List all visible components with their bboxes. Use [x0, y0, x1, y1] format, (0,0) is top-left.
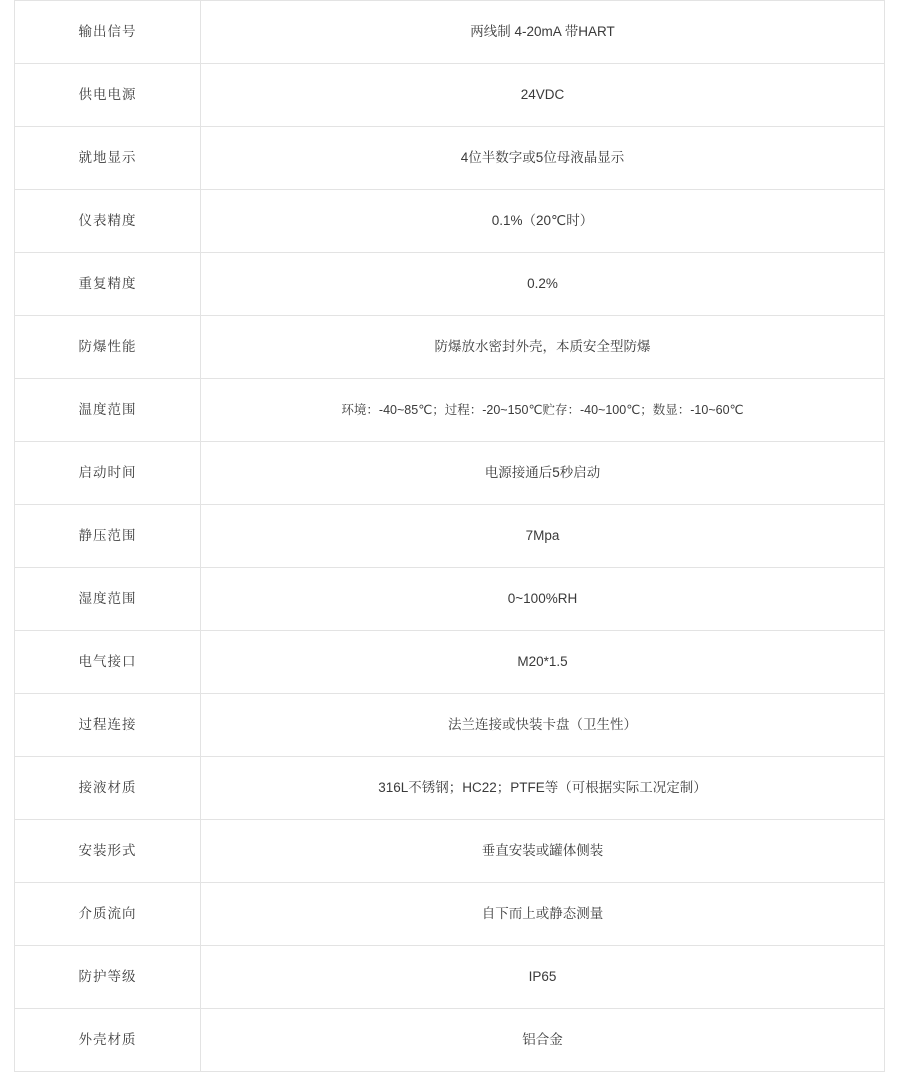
spec-value: 4位半数字或5位母液晶显示: [201, 127, 885, 190]
spec-label: 重复精度: [15, 253, 201, 316]
spec-value: 防爆放水密封外壳，本质安全型防爆: [201, 316, 885, 379]
spec-value: M20*1.5: [201, 631, 885, 694]
table-row: [15, 1009, 885, 1072]
spec-label: 防爆性能: [15, 316, 201, 379]
table-row: [15, 253, 885, 316]
spec-label: 启动时间: [15, 442, 201, 505]
spec-value: 垂直安装或罐体侧装: [201, 820, 885, 883]
table-row: [15, 631, 885, 694]
spec-label: 仪表精度: [15, 190, 201, 253]
spec-label: 介质流向: [15, 883, 201, 946]
spec-value: 两线制 4-20mA 带HART: [201, 1, 885, 64]
table-row: [15, 379, 885, 442]
table-row: [15, 505, 885, 568]
spec-value: 法兰连接或快装卡盘（卫生性）: [201, 694, 885, 757]
table-row: [15, 757, 885, 820]
spec-label: 输出信号: [15, 1, 201, 64]
spec-value: 24VDC: [201, 64, 885, 127]
table-row: [15, 316, 885, 379]
spec-label: 安装形式: [15, 820, 201, 883]
spec-label: 接液材质: [15, 757, 201, 820]
spec-label: 就地显示: [15, 127, 201, 190]
spec-label: 温度范围: [15, 379, 201, 442]
table-row: [15, 190, 885, 253]
spec-value: 0.2%: [201, 253, 885, 316]
spec-label: 湿度范围: [15, 568, 201, 631]
specification-table-body: [15, 1, 885, 1072]
table-row: [15, 442, 885, 505]
spec-label: 静压范围: [15, 505, 201, 568]
specification-table: [14, 0, 885, 1072]
spec-value: 自下而上或静态测量: [201, 883, 885, 946]
table-row: [15, 127, 885, 190]
table-row: [15, 820, 885, 883]
spec-value: 7Mpa: [201, 505, 885, 568]
table-row: [15, 64, 885, 127]
spec-label: 电气接口: [15, 631, 201, 694]
table-row: [15, 694, 885, 757]
spec-value: 0~100%RH: [201, 568, 885, 631]
table-row: [15, 1, 885, 64]
spec-label: 过程连接: [15, 694, 201, 757]
spec-value: 316L不锈钢；HC22；PTFE等（可根据实际工况定制）: [201, 757, 885, 820]
spec-value: 环境：-40~85℃；过程：-20~150℃贮存：-40~100℃；数显：-10~60℃: [201, 379, 885, 442]
spec-value: 铝合金: [201, 1009, 885, 1072]
table-row: [15, 883, 885, 946]
table-row: [15, 946, 885, 1009]
spec-value: IP65: [201, 946, 885, 1009]
spec-value: 0.1%（20℃时）: [201, 190, 885, 253]
spec-label: 防护等级: [15, 946, 201, 1009]
spec-label: 供电电源: [15, 64, 201, 127]
table-row: [15, 568, 885, 631]
spec-label: 外壳材质: [15, 1009, 201, 1072]
spec-value: 电源接通后5秒启动: [201, 442, 885, 505]
